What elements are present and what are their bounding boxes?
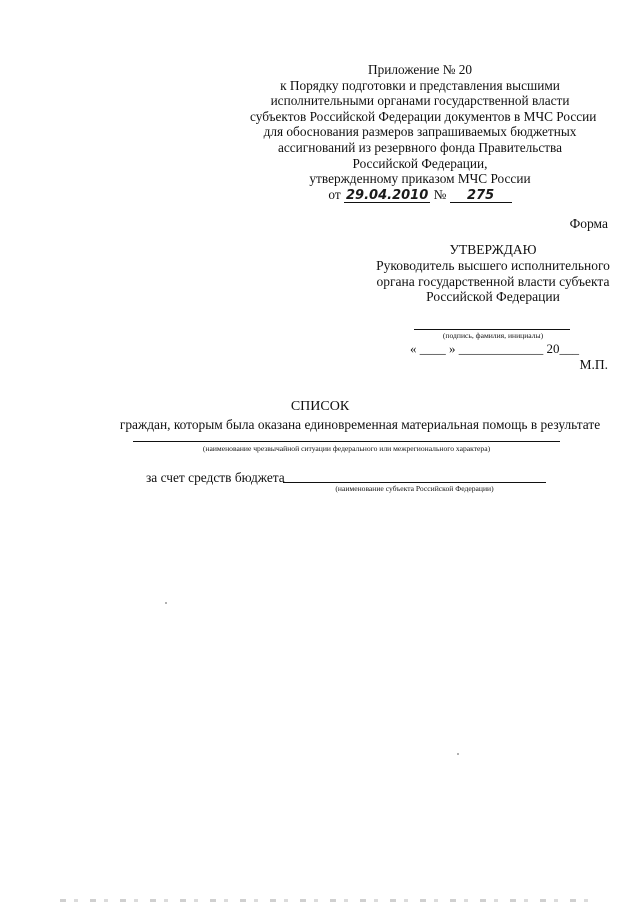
order-number-handwritten: 275	[450, 189, 512, 203]
approval-line: органа государственной власти субъекта	[376, 273, 610, 289]
scan-edge-noise	[60, 899, 600, 902]
order-prefix: от	[328, 186, 341, 202]
budget-caption: (наименование субъекта Российской Федерации)	[335, 484, 494, 493]
budget-label: за счет средств бюджета	[146, 470, 285, 485]
approval-block	[366, 242, 620, 305]
approval-heading: УТВЕРЖДАЮ	[449, 242, 537, 257]
approval-date-field: « ____ » _____________ 20___	[410, 341, 579, 356]
emergency-caption: (наименование чрезвычайной ситуации федерального или межрегионального характера)	[202, 444, 491, 453]
list-subtitle: граждан, которым была оказана единовременная материальная помощь в результате	[119, 417, 601, 432]
order-reference	[250, 187, 590, 203]
order-date-handwritten: 29.04.2010	[346, 187, 429, 203]
appendix-line: Российской Федерации,	[352, 155, 488, 171]
stamp-label: М.П.	[579, 357, 608, 372]
appendix-line: субъектов Российской Федерации документов в МЧС России	[250, 108, 597, 124]
appendix-line: исполнительными органами государственной власти	[270, 93, 570, 109]
scan-speck	[165, 602, 167, 604]
appendix-header	[250, 62, 597, 203]
form-label: Форма	[569, 216, 608, 231]
appendix-line: ассигнований из резервного фонда Правительства	[277, 139, 563, 155]
list-title: СПИСОК	[290, 399, 350, 414]
approval-line: Руководитель высшего исполнительного	[376, 257, 610, 273]
appendix-line: утвержденному приказом МЧС России	[309, 171, 531, 187]
appendix-line: Приложение № 20	[368, 62, 472, 77]
approval-line: Российской Федерации	[426, 289, 560, 305]
budget-name-line	[283, 482, 546, 483]
appendix-line: к Порядку подготовки и представления высшими	[280, 77, 560, 93]
signature-line	[414, 329, 570, 330]
appendix-line: для обоснования размеров запрашиваемых бюджетных	[263, 124, 577, 140]
emergency-name-line	[133, 441, 560, 442]
scan-speck	[457, 753, 459, 755]
signature-caption: (подпись, фамилия, инициалы)	[442, 331, 544, 340]
order-number-label: №	[433, 186, 447, 202]
